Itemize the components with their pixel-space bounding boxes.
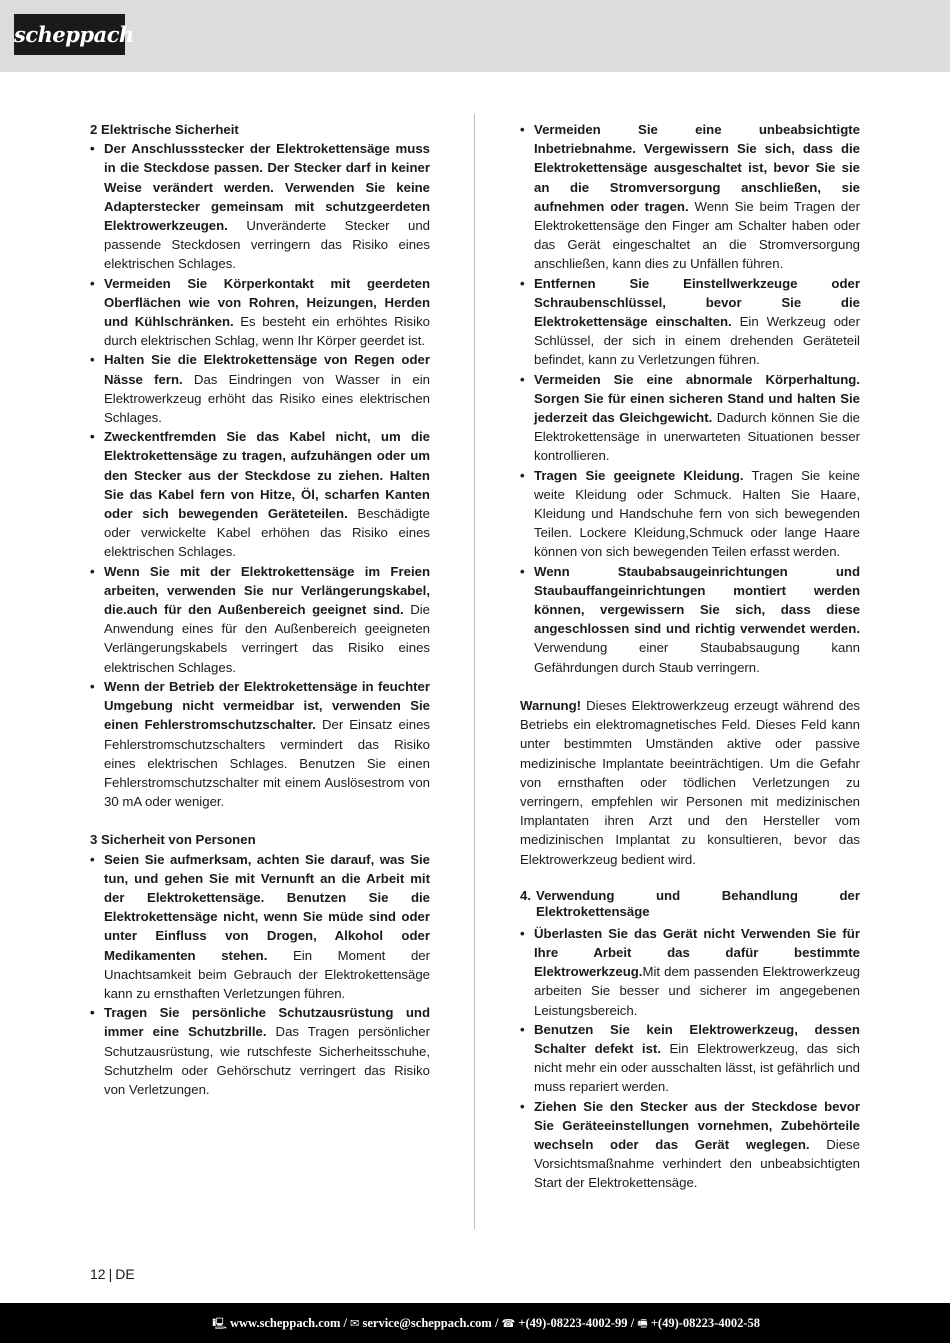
section-heading: 3 Sicherheit von Personen bbox=[90, 832, 256, 848]
bullet-item bbox=[90, 274, 430, 351]
bullet-item bbox=[520, 274, 860, 370]
footer-fax: +(49)-08223-4002-58 bbox=[650, 1316, 760, 1330]
bullet-list bbox=[90, 139, 430, 811]
page-separator: | bbox=[108, 1266, 113, 1282]
warning-text: Dieses Elektrowerkzeug erzeugt während des Betriebs ein elektromagnetisches Feld. Dieses Feld kann unter bestimmten Umständen aktive oder passive medizinische Implantate beeinträchtigen. Um die Gefahr von ernsthaften oder tödlichen Verletzungen zu verringern, empfehlen wir Personen mit medizinischen Implantaten ihren Arzt und den Hersteller vom medizinischen Implantat zu konsultieren, bevor das Elektrowerkzeug bedient wird. bbox=[520, 697, 860, 867]
section-heading: 2 Elektrische Sicherheit bbox=[90, 122, 239, 137]
language-code: DE bbox=[115, 1266, 135, 1282]
warning-paragraph bbox=[520, 696, 860, 869]
paragraph-spacer bbox=[520, 869, 860, 888]
page-number-value: 12 bbox=[90, 1266, 106, 1282]
bullet-item bbox=[520, 466, 860, 562]
bullet-item bbox=[90, 1003, 430, 1099]
bullet-bold-text: Der Anschlussstecker der Elektrokettensäge muss in die Steckdose passen. Der Stecker darf in keiner Weise verändert werden. Verwenden Sie keine Adapterstecker gemeinsam mit schutzgeerdeten Elektrowerkzeugen. bbox=[104, 141, 430, 234]
bullet-text: Ein Moment der Unachtsamkeit beim Gebrauch der Elektrokettensäge kann zu ernsthaften Verletzungen führen. bbox=[104, 947, 430, 1001]
bullet-list bbox=[520, 924, 860, 1193]
footer-separator: / bbox=[494, 1316, 499, 1330]
bullet-bold-text: Vermeiden Sie eine unbeabsichtigte Inbetriebnahme. Vergewissern Sie sich, dass die Elektrokettensäge ausgeschaltet ist, bevor Sie sie an die Stromversorgung anschließen, sie aufnehmen oder tragen. bbox=[534, 122, 860, 214]
bullet-text: Das Tragen persönlicher Schutzausrüstung, wie rutschfeste Sicherheitsschuhe, Schutzhelm oder Gehörschutz verringert das Risiko von Verletzungen. bbox=[104, 1024, 430, 1097]
bullet-item bbox=[520, 1020, 860, 1097]
page-number bbox=[90, 1265, 135, 1283]
brand-logo: scheppach bbox=[14, 14, 125, 55]
bullet-bold-text: Seien Sie aufmerksam, achten Sie darauf, was Sie tun, und gehen Sie mit Vernunft an die Arbeit mit der Elektrokettensäge. Benutzen Sie die Elektrokettensäge nicht, wenn Sie müde sind oder unter Einfluss von Drogen, Alkohol oder Medikamenten stehen. bbox=[104, 851, 430, 963]
bullet-bold-text: Überlasten Sie das Gerät nicht Verwenden Sie für Ihre Arbeit das dafür bestimmte Elektrowerkzeug. bbox=[534, 925, 860, 980]
fax-icon: 🖷 bbox=[637, 1317, 648, 1330]
bullet-item bbox=[520, 370, 860, 466]
footer-separator: / bbox=[343, 1316, 348, 1330]
bullet-item bbox=[90, 139, 430, 273]
bullet-item bbox=[520, 562, 860, 677]
bullet-bold-text: Tragen Sie persönliche Schutzausrüstung und immer eine Schutzbrille. bbox=[104, 1005, 430, 1040]
bullet-bold-text: Zweckentfremden Sie das Kabel nicht, um die Elektrokettensäge zu tragen, aufzuhängen oder um den Stecker aus der Steckdose zu ziehen. Halten Sie das Kabel fern von Hitze, Öl, scharfen Kanten oder sich bewegenden Geräteteilen. bbox=[104, 429, 430, 522]
bullet-bold-text: Vermeiden Sie Körperkontakt mit geerdeten Oberflächen wie von Rohren, Heizungen, Herden und Kühlschränken. bbox=[104, 275, 430, 330]
left-column bbox=[90, 120, 430, 1099]
section-title: Verwendung und Behandlung der Elektrokettensäge bbox=[536, 887, 860, 920]
bullet-item bbox=[90, 427, 430, 561]
bullet-text: Unveränderte Stecker und passende Steckdosen verringern das Risiko eines elektrischen Schlages. bbox=[104, 218, 430, 272]
header-bar bbox=[0, 0, 950, 72]
bullet-list bbox=[520, 120, 860, 677]
monitor-icon: 🖳 bbox=[212, 1317, 227, 1330]
section-number: 4. bbox=[520, 887, 531, 903]
bullet-text: Tragen Sie keine weite Kleidung oder Schmuck. Halten Sie Haare, Kleidung und Handschuhe fern von sich bewegenden Teilen. Lockere Kleidung,Schmuck oder lange Haare können von sich bewegenden Teilen erfasst werden. bbox=[534, 467, 861, 560]
bullet-bold-text: Wenn der Betrieb der Elektrokettensäge in feuchter Umgebung nicht vermeidbar ist, verwenden Sie einen Fehlerstromschutzschalter. bbox=[104, 678, 430, 733]
bullet-text: Verwendung einer Staubabsaugung kann Gefährdungen durch Staub verringern. bbox=[534, 640, 860, 675]
bullet-bold-text: Wenn Sie mit der Elektrokettensäge im Freien arbeiten, verwenden Sie nur Verlängerungskabel, die.auch für den Außenbereich geeignet sind. bbox=[104, 563, 430, 618]
bullet-bold-text: Vermeiden Sie eine abnormale Körperhaltung. Sorgen Sie für einen sicheren Stand und halten Sie jederzeit das Gleichgewicht. bbox=[534, 371, 860, 426]
bullet-text: Es besteht ein erhöhtes Risiko durch elektrischen Schlag, wenn Ihr Körper geerdet ist. bbox=[104, 314, 430, 349]
right-column bbox=[520, 120, 860, 1193]
footer-phone: +(49)-08223-4002-99 bbox=[518, 1316, 628, 1330]
bullet-item bbox=[520, 1097, 860, 1193]
bullet-item bbox=[520, 924, 860, 1020]
envelope-icon: ✉ bbox=[350, 1317, 360, 1330]
bullet-text: Das Eindringen von Wasser in ein Elektrowerkzeug erhöht das Risiko eines elektrischen Schlages. bbox=[104, 371, 430, 426]
bullet-text: Mit dem passenden Elektrowerkzeug arbeiten Sie besser und sicherer im angegebenen Leistungsbereich. bbox=[534, 964, 860, 1018]
bullet-item bbox=[90, 350, 430, 427]
paragraph-spacer bbox=[90, 811, 430, 830]
footer-email[interactable]: service@scheppach.com bbox=[362, 1316, 492, 1330]
bullet-text: Der Einsatz eines Fehlerstromschutzschalters vermindert das Risiko eines elektrischen Schlages. Benutzen Sie einen Fehlerstromschutzschalter mit einem Auslösestrom von 30 mA oder weniger. bbox=[104, 717, 430, 810]
bullet-list bbox=[90, 850, 430, 1100]
bullet-text: Ein Elektrowerkzeug, das sich nicht mehr ein oder ausschalten lässt, ist gefährlich und muss repariert werden. bbox=[534, 1040, 860, 1095]
column-divider bbox=[474, 114, 475, 1229]
bullet-bold-text: Tragen Sie geeignete Kleidung. bbox=[534, 467, 744, 483]
bullet-bold-text: Benutzen Sie kein Elektrowerkzeug, dessen Schalter defekt ist. bbox=[534, 1021, 860, 1056]
footer-separator: / bbox=[630, 1316, 635, 1330]
contact-footer bbox=[0, 1303, 950, 1343]
phone-icon: ☎ bbox=[501, 1317, 516, 1330]
bullet-item bbox=[90, 562, 430, 677]
bullet-item bbox=[90, 677, 430, 811]
bullet-text: Beschädigte oder verwickelte Kabel erhöhen das Risiko eines elektrischen Schlages. bbox=[104, 506, 430, 560]
bullet-text: Ein Werkzeug oder Schlüssel, der sich in einem drehenden Geräteteil befindet, kann zu Verletzungen führen. bbox=[534, 314, 860, 368]
section-heading bbox=[520, 888, 860, 921]
bullet-text: Die Anwendung eines für den Außenbereich geeigneten Verlängerungskabels verringert das Risiko eines elektrischen Schlages. bbox=[104, 602, 430, 675]
paragraph-spacer bbox=[520, 677, 860, 696]
bullet-bold-text: Halten Sie die Elektrokettensäge von Regen oder Nässe fern. bbox=[104, 352, 430, 387]
bullet-bold-text: Ziehen Sie den Stecker aus der Steckdose bevor Sie Geräteeinstellungen vornehmen, Zubehörteile wechseln oder das Gerät weglegen. bbox=[534, 1098, 860, 1152]
footer-website[interactable]: www.scheppach.com bbox=[230, 1316, 341, 1330]
bullet-item bbox=[90, 850, 430, 1004]
bullet-text: Wenn Sie beim Tragen der Elektrokettensäge den Finger am Schalter haben oder das Gerät eingeschaltet an die Stromversorgung anschließen, kann dies zu Unfällen führen. bbox=[534, 198, 860, 272]
warning-label: Warnung! bbox=[520, 697, 582, 713]
bullet-bold-text: Entfernen Sie Einstellwerkzeuge oder Schraubenschlüssel, bevor Sie die Elektrokettensäge einschalten. bbox=[534, 275, 860, 330]
bullet-bold-text: Wenn Staubabsaugeinrichtungen und Staubauffangeinrichtungen montiert werden können, vergewissern Sie sich, dass diese angeschlossen sind und richtig verwendet werden. bbox=[534, 563, 860, 637]
bullet-text: Dadurch können Sie die Elektrokettensäge in unerwarteten Situationen besser kontrollieren. bbox=[534, 410, 860, 464]
bullet-text: Diese Vorsichtsmaßnahme verhindert den unbeabsichtigten Start der Elektrokettensäge. bbox=[534, 1136, 860, 1191]
bullet-item bbox=[520, 120, 860, 274]
